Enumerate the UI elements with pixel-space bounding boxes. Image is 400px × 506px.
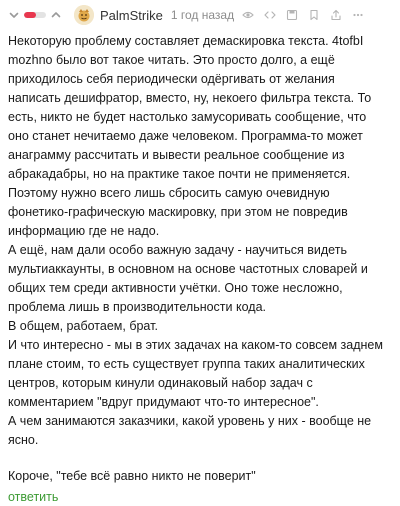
timestamp[interactable]: 1 год назад [170, 8, 235, 22]
save-icon[interactable] [286, 9, 298, 21]
comment-paragraph: А ещё, нам дали особо важную задачу - научиться видеть мультиаккаунты, в основном на основе частотных словарей и общих тем среди активности учётки. Оно тоже несложно, проблема лишь в производительности кода. [8, 243, 368, 314]
comment-paragraph: Короче, "тебе всё равно никто не поверит" [8, 469, 256, 483]
comment-paragraph: Некоторую проблему составляет демаскировка текста. 4tofbI mozhno было вот такое читать. Это просто долго, а ещё приходилось себя периодически одёргивать от желания написать дешифратор, вместо, ну, некоего фильтра текста. То есть, никто не будет настолько замусоривать сообщение, что оно станет нечитаемо даже человеком. Программа-то может анаграмму рассчитать и вывести реальное сообщение из абракадабры, но на практике такое почти не применяется. Поэтому нужно всего лишь сбросить самую очевидную фонетико-графическую маскировку, при этом не повредив информацию где не надо. [8, 34, 372, 238]
avatar-icon [74, 5, 94, 25]
author-name[interactable]: PalmStrike [100, 7, 163, 23]
chevron-up-icon[interactable] [50, 9, 62, 21]
vote-controls [8, 9, 62, 21]
comment-body [0, 30, 400, 486]
bookmark-icon[interactable] [308, 9, 320, 21]
rating-negative-fill [24, 12, 36, 18]
chevron-down-icon[interactable] [8, 9, 20, 21]
eye-icon[interactable] [242, 9, 254, 21]
comment-paragraph: В общем, работаем, брат. [8, 319, 158, 333]
code-icon[interactable] [264, 9, 276, 21]
comment-header [0, 0, 400, 30]
comment-paragraph: А чем занимаются заказчики, какой уровень у них - вообще не ясно. [8, 414, 372, 447]
reply-link[interactable]: ответить [8, 490, 59, 504]
comment-paragraph: И что интересно - мы в этих задачах на каком-то совсем заднем плане стоим, то есть существует группа таких аналитических центров, которым кинули одинаковый набор задач с комментарием "вдруг придумают что-то интересное". [8, 338, 383, 409]
paragraph-spacer [8, 450, 390, 467]
rating-bar [24, 12, 46, 18]
comment-actions [242, 9, 364, 21]
avatar[interactable] [74, 5, 94, 25]
share-icon[interactable] [330, 9, 342, 21]
more-icon[interactable] [352, 9, 364, 21]
